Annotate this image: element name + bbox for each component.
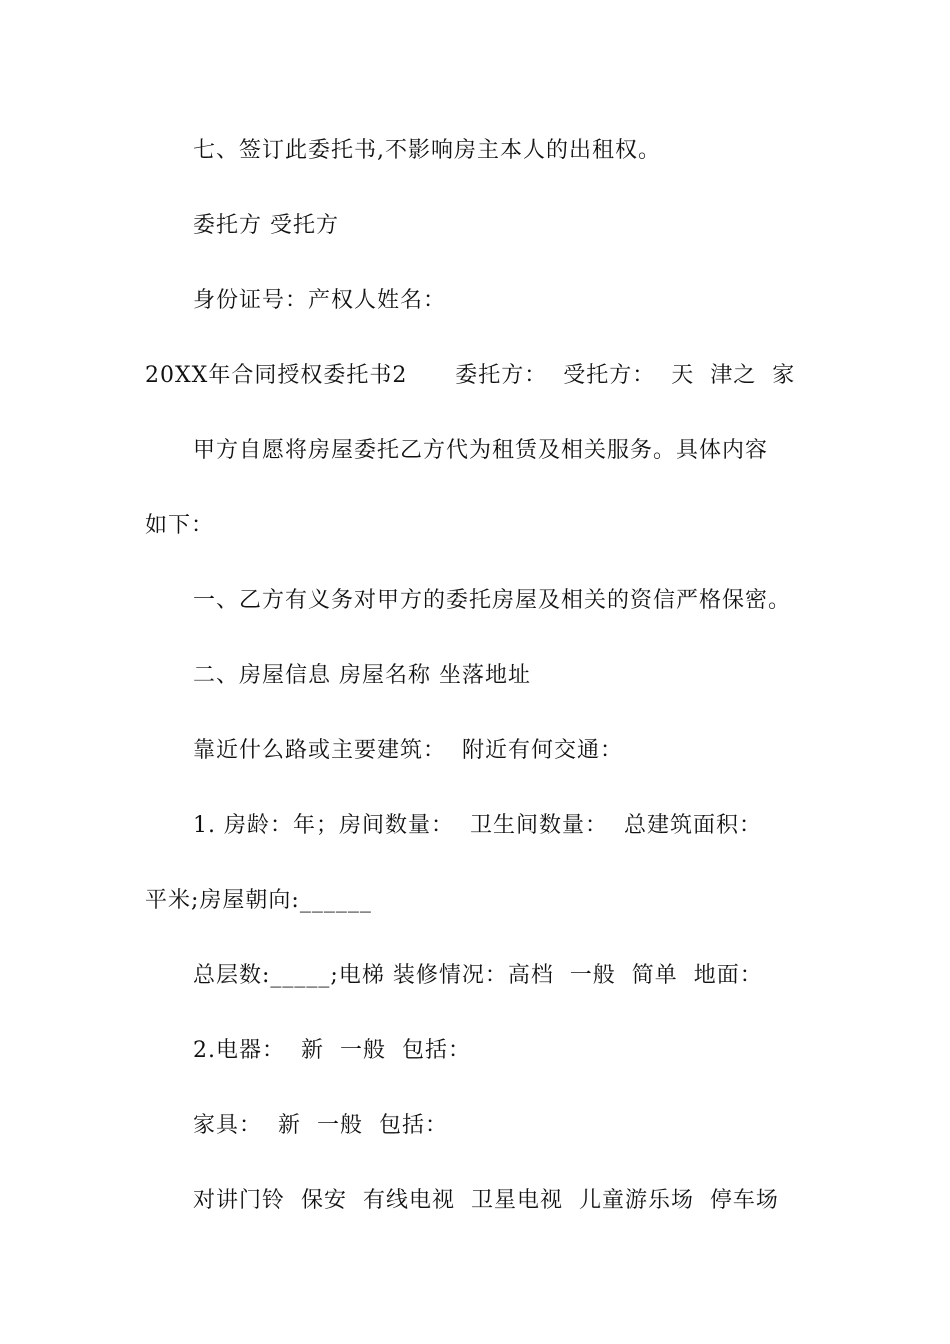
text-line-intro-cont: 如下：	[145, 513, 215, 538]
text-line-facilities: 对讲门铃 保安 有线电视 卫星电视 儿童游乐场 停车场	[193, 1188, 779, 1213]
text-line-id-number: 身份证号：产权人姓名：	[193, 288, 447, 313]
text-line-parties: 委托方 受托方	[193, 213, 339, 238]
text-line-heading: 20XX年合同授权委托书2 委托方： 受托方： 天 津之 家	[145, 363, 796, 388]
text-line-clause-7: 七、签订此委托书,不影响房主本人的出租权。	[193, 138, 661, 163]
text-line-orientation: 平米;房屋朝向:______	[145, 888, 372, 913]
text-line-furniture: 家具： 新 一般 包括：	[193, 1113, 448, 1138]
text-line-intro: 甲方自愿将房屋委托乙方代为租赁及相关服务。具体内容	[193, 438, 769, 463]
text-line-clause-1: 一、乙方有义务对甲方的委托房屋及相关的资信严格保密。	[193, 588, 792, 613]
text-line-nearby: 靠近什么路或主要建筑： 附近有何交通：	[193, 738, 623, 763]
text-line-appliances: 2.电器： 新 一般 包括：	[193, 1038, 471, 1063]
text-line-house-age: 1. 房龄：年；房间数量： 卫生间数量： 总建筑面积：	[193, 813, 762, 838]
text-line-floors: 总层数:_____;电梯 装修情况：高档 一般 简单 地面：	[193, 963, 763, 988]
text-line-clause-2: 二、房屋信息 房屋名称 坐落地址	[193, 663, 531, 688]
